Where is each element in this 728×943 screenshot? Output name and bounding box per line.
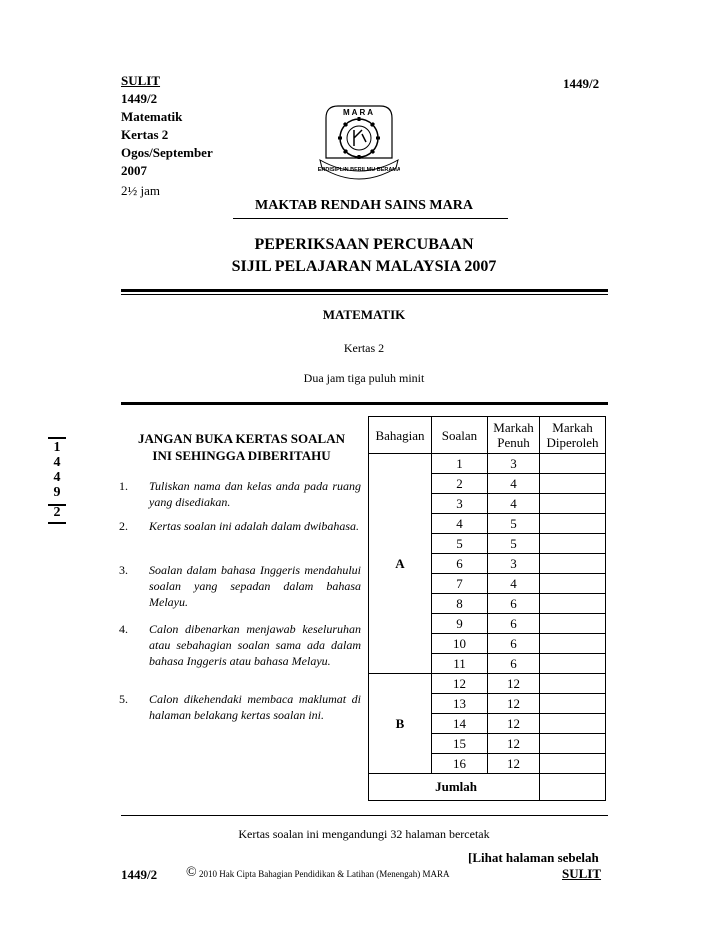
copyright-text: 2010 Hak Cipta Bahagian Pendidikan & Latihan (Menengah) MARA <box>199 869 450 879</box>
question-number: 10 <box>432 634 488 654</box>
header-soalan: Soalan <box>432 417 488 454</box>
full-marks: 3 <box>488 454 540 474</box>
instruction-text: Calon dibenarkan menjawab keseluruhan atau sebahagian soalan sama ada dalam bahasa Inggeris atau bahasa Melayu. <box>149 622 361 668</box>
table-row <box>369 454 606 474</box>
obtained-marks <box>540 574 606 594</box>
next-page-note: [Lihat halaman sebelah <box>468 850 599 865</box>
institution-title: MAKTAB RENDAH SAINS MARA <box>255 198 473 213</box>
obtained-marks <box>540 614 606 634</box>
spine-digit: 1 <box>53 440 61 455</box>
obtained-marks <box>540 694 606 714</box>
svg-text:BERDISIPLIN BERILMU BERAMAL: BERDISIPLIN BERILMU BERAMAL <box>318 167 400 173</box>
spine-code <box>48 437 66 506</box>
warning-notice <box>119 430 364 464</box>
full-marks: 12 <box>488 674 540 694</box>
obtained-marks <box>540 714 606 734</box>
total-row <box>369 774 606 801</box>
paper-code: 1449/2 <box>121 91 158 106</box>
obtained-marks <box>540 654 606 674</box>
total-obtained <box>540 774 606 801</box>
title-underline <box>233 218 508 219</box>
instruction-text: Tuliskan nama dan kelas anda pada ruang yang disediakan. <box>149 479 361 509</box>
obtained-marks <box>540 594 606 614</box>
full-marks: 5 <box>488 534 540 554</box>
warning-line1: JANGAN BUKA KERTAS SOALAN <box>138 431 345 446</box>
total-label: Jumlah <box>369 774 540 801</box>
question-number: 2 <box>432 474 488 494</box>
instruction-number: 5. <box>119 692 128 706</box>
question-number: 16 <box>432 754 488 774</box>
obtained-marks <box>540 494 606 514</box>
obtained-marks <box>540 734 606 754</box>
spine-paper: 2 <box>48 504 66 524</box>
duration-short: 2½ jam <box>121 183 160 198</box>
question-number: 8 <box>432 594 488 614</box>
duration-title: Dua jam tiga puluh minit <box>303 371 425 385</box>
question-number: 4 <box>432 514 488 534</box>
spine-digit: 9 <box>53 485 61 500</box>
table-header-row <box>369 417 606 454</box>
instruction-text: Soalan dalam bahasa Inggeris mendahului soalan yang sepadan dalam bahasa Melayu. <box>149 563 361 609</box>
full-marks: 4 <box>488 474 540 494</box>
question-number: 11 <box>432 654 488 674</box>
paper-label: Kertas 2 <box>121 127 169 142</box>
table-row <box>369 674 606 694</box>
full-marks: 5 <box>488 514 540 534</box>
full-marks: 6 <box>488 634 540 654</box>
instruction-text: Calon dikehendaki membaca maklumat di halaman belakang kertas soalan ini. <box>149 692 361 722</box>
section-a-label: A <box>369 454 432 674</box>
obtained-marks <box>540 454 606 474</box>
full-marks: 6 <box>488 594 540 614</box>
full-marks: 3 <box>488 554 540 574</box>
footer-sulit: SULIT <box>562 866 602 881</box>
thick-rule <box>121 289 608 292</box>
full-marks: 12 <box>488 754 540 774</box>
full-marks: 6 <box>488 654 540 674</box>
obtained-marks <box>540 514 606 534</box>
paper-title: Kertas 2 <box>343 341 385 355</box>
question-number: 5 <box>432 534 488 554</box>
marks-table <box>368 416 606 801</box>
exam-title-line2: SIJIL PELAJARAN MALAYSIA 2007 <box>231 258 497 275</box>
obtained-marks <box>540 674 606 694</box>
warning-line2: INI SEHINGGA DIBERITAHU <box>152 448 331 463</box>
subject-title: MATEMATIK <box>322 307 406 322</box>
full-marks: 4 <box>488 574 540 594</box>
obtained-marks <box>540 554 606 574</box>
obtained-marks <box>540 474 606 494</box>
full-marks: 12 <box>488 734 540 754</box>
obtained-marks <box>540 754 606 774</box>
copyright-icon: © <box>186 865 197 880</box>
paper-code-right: 1449/2 <box>563 76 600 91</box>
question-number: 7 <box>432 574 488 594</box>
thin-rule <box>121 294 608 295</box>
header-markah-diperoleh: Markah Diperoleh <box>540 417 606 454</box>
obtained-marks <box>540 534 606 554</box>
header-markah-penuh: Markah Penuh <box>488 417 540 454</box>
mara-logo <box>318 98 400 182</box>
question-number: 14 <box>432 714 488 734</box>
question-number: 15 <box>432 734 488 754</box>
full-marks: 4 <box>488 494 540 514</box>
thick-rule-lower <box>121 402 608 405</box>
full-marks: 12 <box>488 694 540 714</box>
question-number: 6 <box>432 554 488 574</box>
question-number: 12 <box>432 674 488 694</box>
obtained-marks <box>540 634 606 654</box>
footer-code: 1449/2 <box>121 867 158 882</box>
spine-digit: 4 <box>53 470 61 485</box>
exam-month: Ogos/September <box>121 145 213 160</box>
subject-label: Matematik <box>121 109 183 124</box>
svg-text:MARA: MARA <box>343 108 375 117</box>
question-number: 3 <box>432 494 488 514</box>
instruction-number: 2. <box>119 519 128 533</box>
full-marks: 6 <box>488 614 540 634</box>
section-b-label: B <box>369 674 432 774</box>
pages-note: Kertas soalan ini mengandungi 32 halaman bercetak <box>238 827 490 841</box>
question-number: 13 <box>432 694 488 714</box>
question-number: 9 <box>432 614 488 634</box>
instruction-number: 1. <box>119 479 128 493</box>
question-number: 1 <box>432 454 488 474</box>
instruction-number: 4. <box>119 622 128 636</box>
full-marks: 12 <box>488 714 540 734</box>
sulit-label: SULIT <box>121 73 161 88</box>
exam-year: 2007 <box>121 163 147 178</box>
instruction-text: Kertas soalan ini adalah dalam dwibahasa. <box>149 519 360 533</box>
exam-title-line1: PEPERIKSAAN PERCUBAAN <box>254 236 474 253</box>
spine-digit: 4 <box>53 455 61 470</box>
header-bahagian: Bahagian <box>369 417 432 454</box>
instruction-number: 3. <box>119 563 128 577</box>
footer-rule <box>121 815 608 816</box>
